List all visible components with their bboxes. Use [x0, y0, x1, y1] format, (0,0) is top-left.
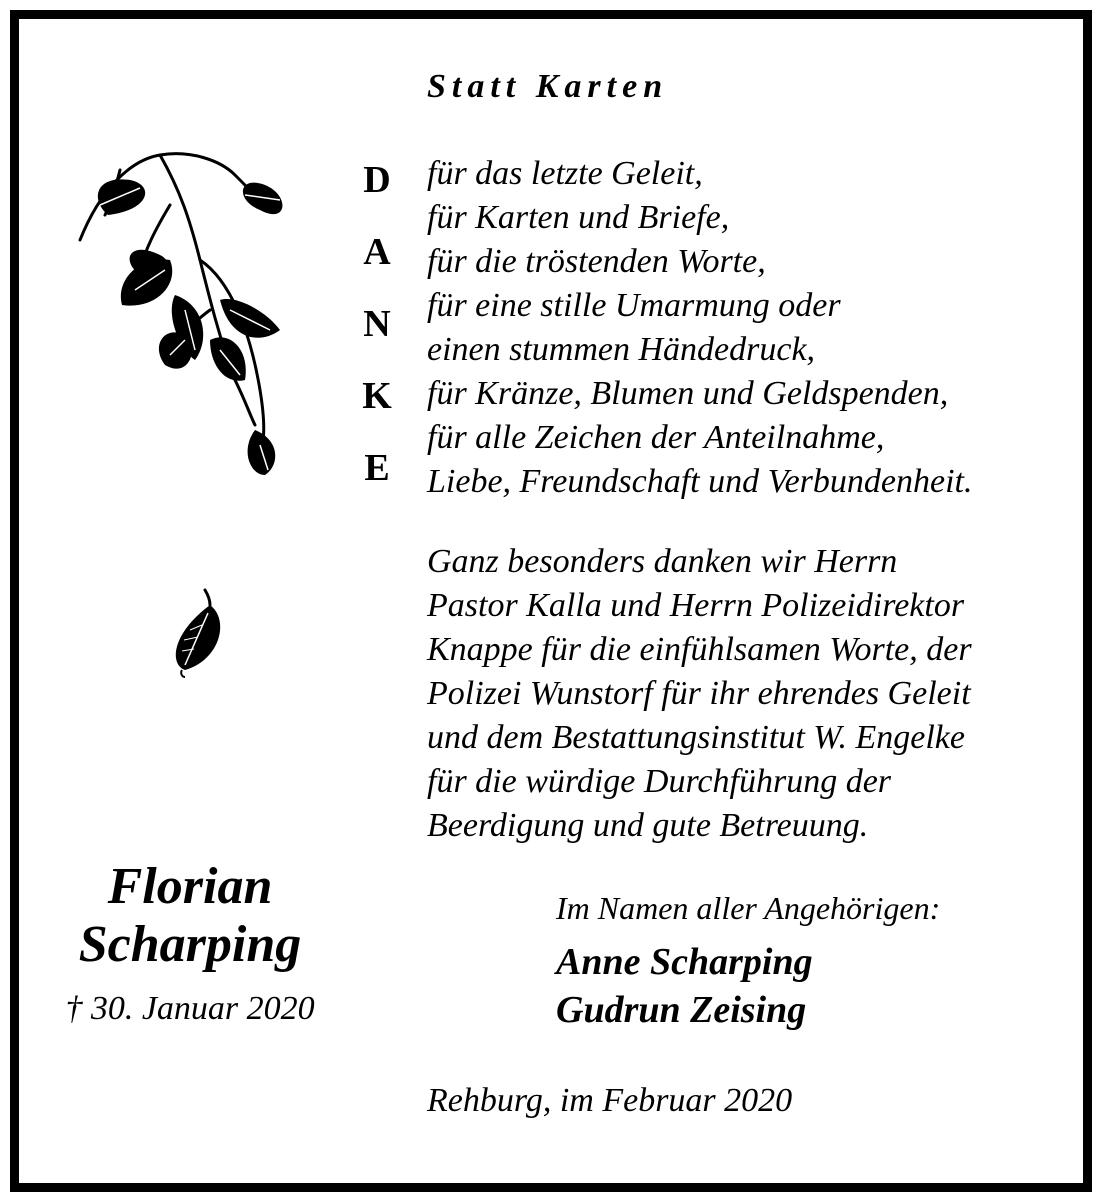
acrostic-letter: N: [363, 303, 391, 345]
special-thanks-line: Ganz besonders danken wir Herrn: [427, 543, 898, 580]
deceased-first-name: Florian: [107, 858, 273, 915]
poem-line: Liebe, Freundschaft und Verbundenheit.: [427, 463, 973, 500]
danke-acrostic: [352, 156, 402, 516]
signatory-name: Gudrun Zeising: [556, 989, 807, 1031]
signoff-intro: Im Namen aller Angehörigen:: [556, 890, 941, 926]
poem-line: für alle Zeichen der Anteilnahme,: [427, 419, 885, 456]
special-thanks-paragraph: [427, 540, 972, 848]
special-thanks-line: und dem Bestattungsinstitut W. Engelke: [427, 719, 965, 756]
death-date: † 30. Januar 2020: [65, 990, 315, 1027]
poem-line: für eine stille Umarmung oder: [427, 287, 841, 324]
leaf-branch-icon: [60, 130, 300, 490]
thanks-poem: [427, 152, 972, 504]
deceased-last-name: Scharping: [78, 916, 302, 973]
notice-heading: Statt Karten: [427, 68, 669, 105]
acrostic-letter: K: [362, 375, 392, 417]
acrostic-letter: A: [363, 231, 391, 273]
poem-line: für die tröstenden Worte,: [427, 243, 766, 280]
acrostic-letter: E: [364, 447, 390, 489]
special-thanks-line: Knappe für die einfühlsamen Worte, der: [427, 631, 972, 668]
poem-line: für Kränze, Blumen und Geldspenden,: [427, 375, 949, 412]
poem-line: für das letzte Geleit,: [427, 155, 703, 192]
special-thanks-line: Polizei Wunstorf für ihr ehrendes Geleit: [427, 675, 971, 712]
signatory-name: Anne Scharping: [556, 941, 813, 983]
place-date: Rehburg, im Februar 2020: [427, 1082, 793, 1119]
poem-line: einen stummen Händedruck,: [427, 331, 816, 368]
falling-leaf-icon: [160, 585, 230, 680]
special-thanks-line: Pastor Kalla und Herrn Polizeidirektor: [427, 587, 965, 624]
special-thanks-line: Beerdigung und gute Betreuung.: [427, 807, 869, 844]
poem-line: für Karten und Briefe,: [427, 199, 730, 236]
acrostic-letter: D: [363, 159, 391, 201]
signatories: [556, 938, 813, 1034]
deceased-name: [40, 858, 340, 974]
special-thanks-line: für die würdige Durchführung der: [427, 763, 892, 800]
